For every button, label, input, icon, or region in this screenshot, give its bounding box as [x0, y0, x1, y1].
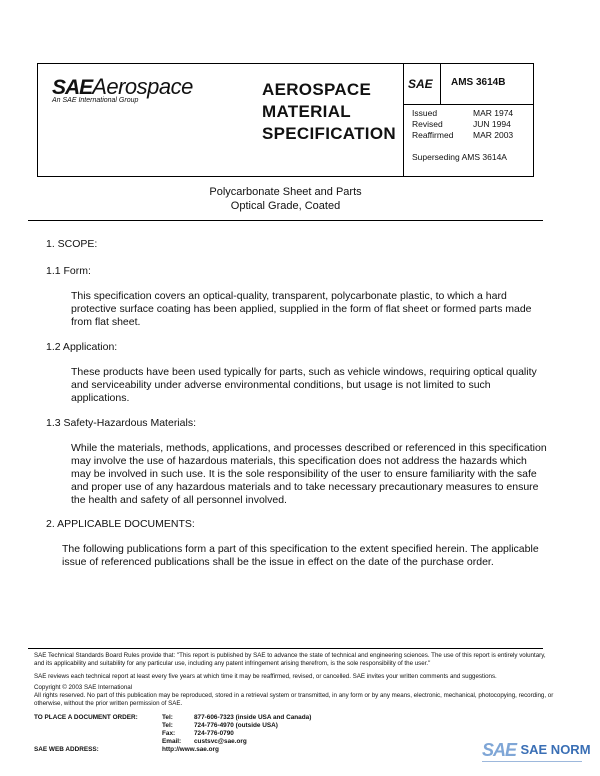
document-title	[37, 185, 534, 213]
logo-aerospace-text: Aerospace	[92, 74, 193, 99]
contact-label: Tel:	[162, 722, 173, 729]
contact-value: 877-606-7323 (inside USA and Canada)	[194, 714, 312, 721]
issued-date: MAR 1974	[473, 108, 514, 118]
footer-paragraph: All rights reserved. No part of this publication may be reproduced, stored in a retrieval system or transmitted, in any form or by any means, electronic, mechanical, photocopying, recording, or otherwise, without the prior written permission of SAE.	[34, 692, 554, 707]
issued-label: Issued	[412, 108, 438, 118]
small-sae-logo: SAE	[408, 77, 433, 91]
contact-label: Fax:	[162, 730, 176, 737]
section-heading: 1. SCOPE:	[46, 238, 98, 250]
superseding-note: Superseding AMS 3614A	[412, 152, 507, 162]
section-heading: 1.2 Application:	[46, 341, 118, 353]
footer-paragraph: Copyright © 2003 SAE International	[34, 684, 133, 691]
doc-number: AMS 3614B	[451, 77, 506, 88]
contact-value: 724-776-0790	[194, 730, 234, 737]
logo-sae-text: SAE	[52, 76, 93, 99]
section-heading: 2. APPLICABLE DOCUMENTS:	[46, 518, 195, 530]
web-address-link[interactable]: http://www.sae.org	[162, 746, 219, 753]
contact-row	[162, 714, 311, 722]
web-label: SAE WEB ADDRESS:	[34, 746, 99, 753]
brand-sae-emblem: SAE	[482, 740, 517, 760]
contact-value: 724-776-4970 (outside USA)	[194, 722, 278, 729]
section-paragraph: The following publications form a part of this specification to the extent specified herein. The applicable issue of referenced publications shall be the issue in effect on the date of the purchase order.	[62, 543, 539, 568]
spec-title-line: SPECIFICATION	[262, 124, 396, 143]
section-paragraph: While the materials, methods, applications, and processes described or referenced in this specification may involve the use of hazardous materials, this specification does not address the hazards which may be involved in such use. It is the sole responsibility of the user to ensure familiarity with the safe and proper use of any hazardous materials and to take necessary precautionary measures to ensure the health and safety of all personnel involved.	[71, 442, 547, 506]
reaffirmed-date: MAR 2003	[473, 130, 514, 140]
revised-label: Revised	[412, 119, 443, 129]
contact-row	[162, 730, 311, 738]
sae-norm-brand	[482, 740, 592, 770]
sae-aerospace-logo	[52, 74, 222, 110]
contact-row	[162, 738, 311, 746]
contact-list	[162, 714, 311, 746]
spec-title	[262, 79, 396, 145]
contact-label: Tel:	[162, 714, 173, 721]
brand-sae-norm-text: SAE NORM	[520, 742, 591, 757]
revised-date: JUN 1994	[473, 119, 511, 129]
document-title-line: Polycarbonate Sheet and Parts	[209, 186, 362, 198]
contact-label: Email:	[162, 738, 182, 745]
document-title-line: Optical Grade, Coated	[230, 200, 341, 212]
contact-value[interactable]: custsvc@sae.org	[194, 738, 247, 745]
logo-subtitle: An SAE International Group	[52, 97, 139, 104]
issue-dates	[412, 108, 530, 141]
order-label: TO PLACE A DOCUMENT ORDER:	[34, 714, 138, 721]
section-heading: 1.1 Form:	[46, 265, 91, 277]
contact-row	[162, 722, 311, 730]
spec-title-line: MATERIAL	[262, 102, 351, 121]
reaffirmed-label: Reaffirmed	[412, 130, 454, 140]
section-paragraph: This specification covers an optical-quality, transparent, polycarbonate plastic, to which a hard protective surface coating has been applied, supplied in the form of flat sheet or formed parts made from flat sheet.	[71, 290, 532, 328]
footer-paragraph: SAE Technical Standards Board Rules provide that: "This report is published by SAE to advance the state of technical and engineering sciences. The use of this report is entirely voluntary, and its applicability and suitability for any particular use, including any patent infringement arising therefrom, is the sole responsibility of the user."	[34, 652, 546, 667]
spec-title-line: AEROSPACE	[262, 80, 372, 99]
footer-paragraph: SAE reviews each technical report at least every five years at which time it may be reaffirmed, revised, or cancelled. SAE invites your written comments and suggestions.	[34, 673, 497, 680]
section-paragraph: These products have been used typically for parts, such as vehicle windows, requiring optical quality and serviceability under adverse environmental conditions, but usage is not limited to such applications.	[71, 366, 537, 404]
section-heading: 1.3 Safety-Hazardous Materials:	[46, 417, 196, 429]
